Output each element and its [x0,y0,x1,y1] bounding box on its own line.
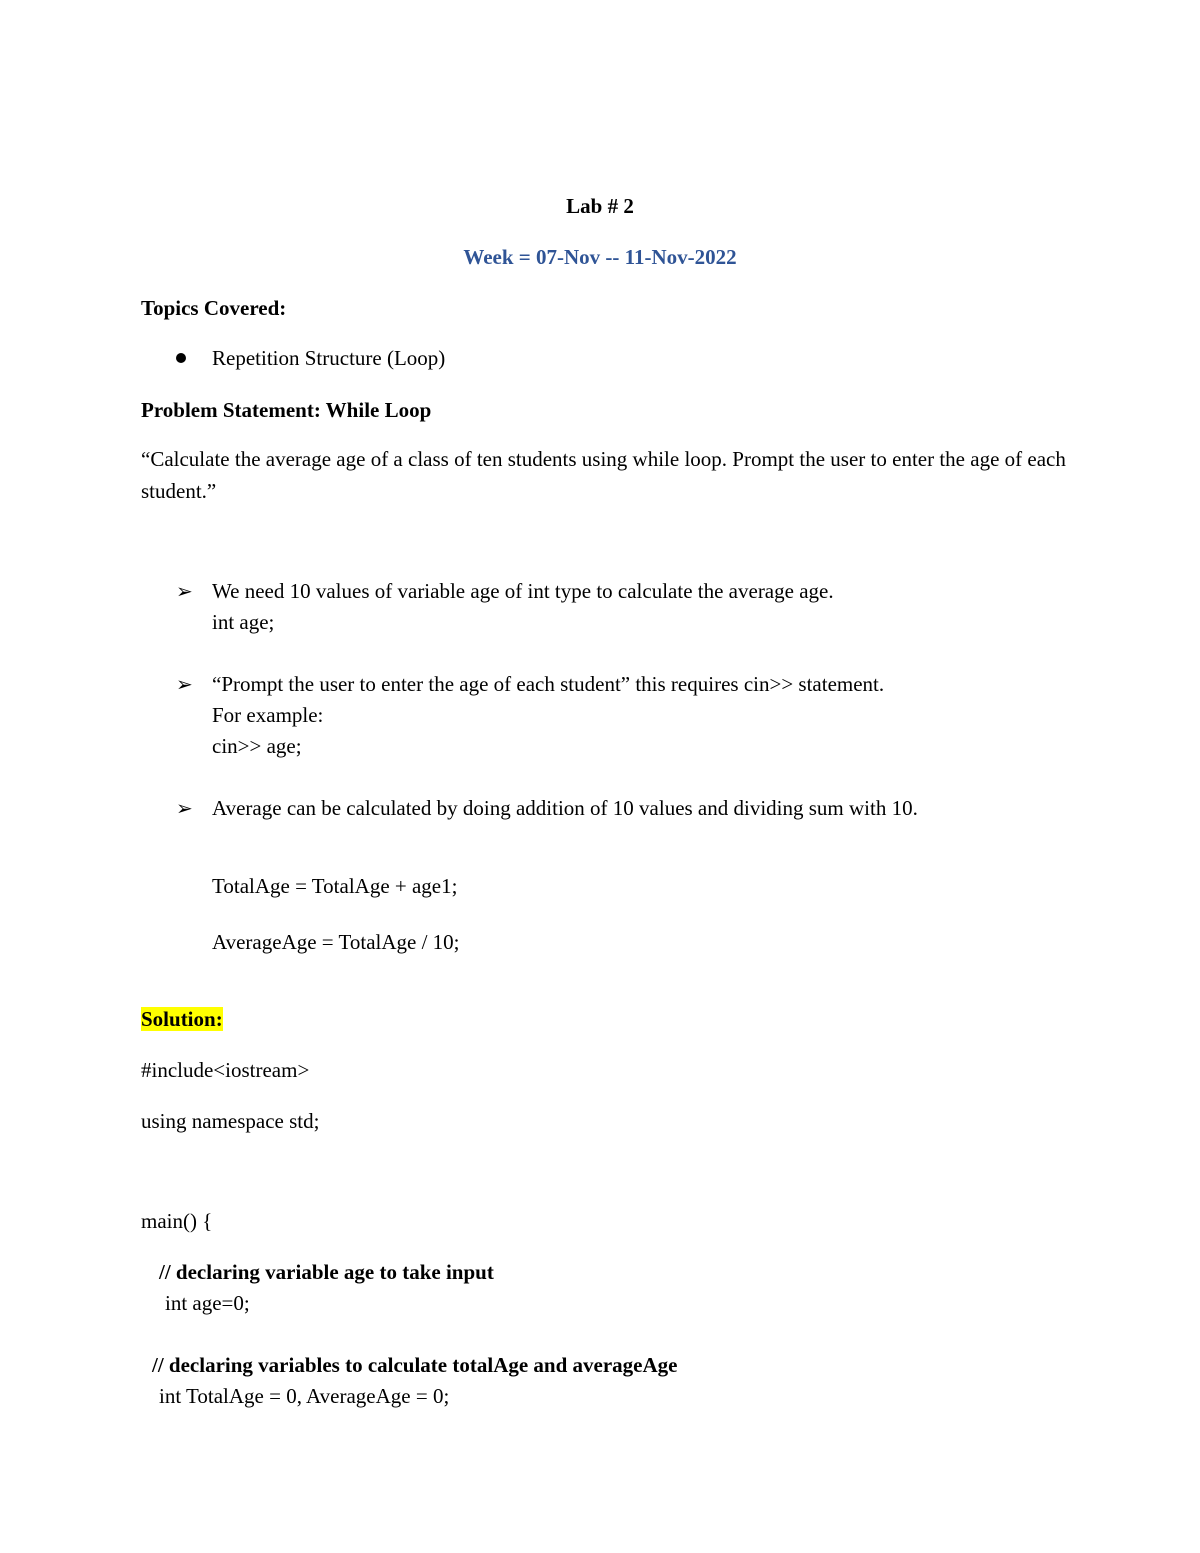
code-comment-age: // declaring variable age to take input [159,1260,494,1284]
point-1-line-1: We need 10 values of variable age of int type to calculate the average age. [212,579,834,603]
formula-total-age: TotalAge = TotalAge + age1; [212,874,458,898]
point-2-line-3: cin>> age; [212,734,302,758]
arrow-bullet-icon: ➢ [176,672,193,696]
bullet-icon [176,353,186,363]
lab-title: Lab # 2 [566,194,634,218]
point-3-line-1: Average can be calculated by doing addition of 10 values and dividing sum with 10. [212,796,918,820]
point-2-line-1: “Prompt the user to enter the age of each student” this requires cin>> statement. [212,672,885,696]
point-1-line-2: int age; [212,610,275,634]
code-comment-totals: // declaring variables to calculate totalAge and averageAge [152,1353,678,1377]
code-line-namespace: using namespace std; [141,1109,320,1133]
problem-heading: Problem Statement: While Loop [141,398,432,422]
arrow-bullet-icon: ➢ [176,796,193,820]
point-2-line-2: For example: [212,703,324,727]
solution-heading: Solution: [141,1007,223,1031]
code-line-totals: int TotalAge = 0, AverageAge = 0; [159,1384,450,1408]
week-range: Week = 07-Nov -- 11-Nov-2022 [463,245,737,269]
code-line-age: int age=0; [165,1291,250,1315]
arrow-bullet-icon: ➢ [176,579,193,603]
formula-average-age: AverageAge = TotalAge / 10; [212,930,460,954]
problem-text: “Calculate the average age of a class of ten students using while loop. Prompt the user to enter the age of each student.” [141,447,1066,503]
code-line-main: main() { [141,1209,213,1233]
topics-heading: Topics Covered: [141,296,287,320]
code-line-include: #include<iostream> [141,1058,310,1082]
topic-item: Repetition Structure (Loop) [212,346,446,370]
